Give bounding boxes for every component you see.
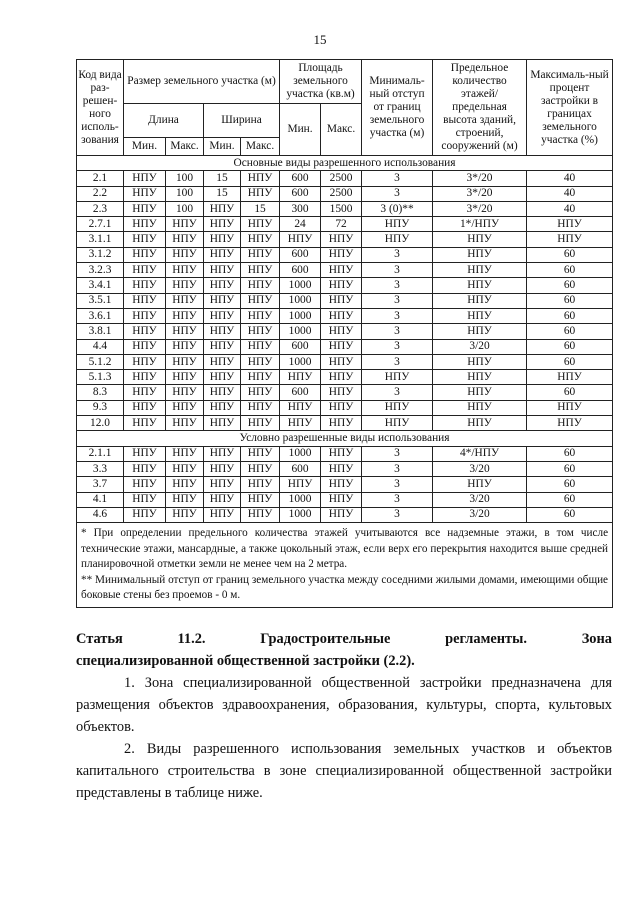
table-cell: НПУ (433, 278, 527, 293)
table-cell: НПУ (204, 217, 241, 232)
table-cell: НПУ (241, 186, 280, 201)
table-cell: НПУ (433, 370, 527, 385)
table-cell: 2.1.1 (77, 446, 124, 461)
table-cell: НПУ (204, 278, 241, 293)
table-cell: НПУ (280, 477, 321, 492)
table-row (77, 186, 613, 201)
table-cell: НПУ (166, 477, 204, 492)
table-row (77, 339, 613, 354)
table-cell: НПУ (124, 507, 166, 522)
table-cell: 3 (362, 507, 433, 522)
table-cell: НПУ (321, 370, 362, 385)
table-cell: НПУ (321, 507, 362, 522)
header-length-min: Мин. (124, 138, 166, 156)
header-area: Площадь земельного участка (кв.м) (280, 60, 362, 104)
table-cell: 24 (280, 217, 321, 232)
table-cell: НПУ (321, 293, 362, 308)
table-cell: НПУ (280, 400, 321, 415)
table-cell: 1000 (280, 324, 321, 339)
table-cell: НПУ (362, 416, 433, 431)
table-cell: 1500 (321, 201, 362, 216)
table-cell: 3/20 (433, 461, 527, 476)
table-cell: 8.3 (77, 385, 124, 400)
table-cell: 3/20 (433, 492, 527, 507)
table-cell: 5.1.3 (77, 370, 124, 385)
table-cell: 4.4 (77, 339, 124, 354)
table-cell: 60 (527, 308, 613, 323)
table-cell: 4*/НПУ (433, 446, 527, 461)
table-cell: НПУ (204, 308, 241, 323)
table-cell: НПУ (321, 400, 362, 415)
table-cell: НПУ (321, 416, 362, 431)
table-row (77, 263, 613, 278)
table-cell: НПУ (527, 232, 613, 247)
table-cell: НПУ (166, 339, 204, 354)
table-cell: НПУ (362, 370, 433, 385)
table-cell: 1000 (280, 492, 321, 507)
table-cell: 15 (204, 186, 241, 201)
table-cell: 3 (362, 492, 433, 507)
table-cell: НПУ (166, 400, 204, 415)
table-cell: 60 (527, 324, 613, 339)
table-cell: 4.1 (77, 492, 124, 507)
table-cell: НПУ (166, 416, 204, 431)
table-cell: 15 (241, 201, 280, 216)
table-cell: 3.4.1 (77, 278, 124, 293)
table-cell: НПУ (433, 247, 527, 262)
table-cell: 3 (362, 247, 433, 262)
header-code: Код вида раз-решен-ного исполь-зования (77, 60, 124, 156)
table-row (77, 247, 613, 262)
regulations-table (76, 59, 613, 608)
table-cell: 3.1.1 (77, 232, 124, 247)
note-floors: * При определении предельного количества этажей учитываются все надземные этажи, в том числе технические этажи, мансардные, а также цокольный этаж, если верх его перекрытия находится выше средней планировочной отметки земли не менее чем на 2 метра. (81, 527, 609, 571)
table-cell: 2500 (321, 186, 362, 201)
table-cell: 3.7 (77, 477, 124, 492)
table-row (77, 492, 613, 507)
table-body-conditional (77, 431, 613, 523)
table-cell: 3 (0)** (362, 201, 433, 216)
table-cell: 60 (527, 278, 613, 293)
table-cell: НПУ (433, 416, 527, 431)
header-size: Размер земельного участка (м) (124, 60, 280, 104)
table-cell: НПУ (241, 324, 280, 339)
table-cell: НПУ (166, 354, 204, 369)
table-cell: 3 (362, 171, 433, 186)
table-cell: НПУ (321, 354, 362, 369)
table-cell: НПУ (166, 263, 204, 278)
table-cell: НПУ (124, 477, 166, 492)
table-cell: НПУ (433, 293, 527, 308)
notes-cell (77, 523, 613, 608)
table-cell: НПУ (124, 217, 166, 232)
header-width-max: Макс. (241, 138, 280, 156)
table-cell: 3.8.1 (77, 324, 124, 339)
table-cell: 3.2.3 (77, 263, 124, 278)
header-length: Длина (124, 104, 204, 138)
table-cell: 1000 (280, 278, 321, 293)
table-cell: 600 (280, 247, 321, 262)
table-cell: 600 (280, 186, 321, 201)
table-cell: 60 (527, 263, 613, 278)
table-notes (77, 523, 613, 608)
table-row (77, 217, 613, 232)
table-cell: 3*/20 (433, 186, 527, 201)
table-cell: 72 (321, 217, 362, 232)
table-cell: НПУ (362, 400, 433, 415)
table-cell: НПУ (124, 232, 166, 247)
table-cell: 40 (527, 186, 613, 201)
table-cell: НПУ (124, 324, 166, 339)
table-cell: 300 (280, 201, 321, 216)
page-number: 15 (313, 32, 327, 47)
table-cell: НПУ (241, 446, 280, 461)
table-cell: НПУ (124, 416, 166, 431)
table-cell: 3 (362, 354, 433, 369)
table-cell: 60 (527, 446, 613, 461)
table-cell: НПУ (241, 232, 280, 247)
table-cell: НПУ (241, 308, 280, 323)
table-cell: 60 (527, 507, 613, 522)
table-cell: НПУ (204, 354, 241, 369)
table-cell: НПУ (204, 339, 241, 354)
article-title-line-1: Статья 11.2. Градостроительные регламенты. Зона (76, 631, 612, 647)
table-cell: НПУ (124, 247, 166, 262)
table-cell: НПУ (166, 461, 204, 476)
table-row (77, 308, 613, 323)
table-cell: 100 (166, 186, 204, 201)
table-cell: НПУ (321, 308, 362, 323)
table-cell: НПУ (433, 308, 527, 323)
table-cell: 3 (362, 339, 433, 354)
table-cell: 100 (166, 201, 204, 216)
table-cell: НПУ (241, 171, 280, 186)
table-cell: 600 (280, 339, 321, 354)
table-cell: НПУ (280, 370, 321, 385)
table-cell: НПУ (124, 492, 166, 507)
table-cell: НПУ (204, 507, 241, 522)
table-cell: 3.1.2 (77, 247, 124, 262)
table-cell: НПУ (241, 247, 280, 262)
table-cell: НПУ (124, 385, 166, 400)
table-row (77, 461, 613, 476)
table-cell: НПУ (124, 354, 166, 369)
table-cell: 600 (280, 385, 321, 400)
table-cell: НПУ (527, 416, 613, 431)
table-cell: НПУ (433, 477, 527, 492)
table-cell: НПУ (527, 217, 613, 232)
table-cell: НПУ (204, 370, 241, 385)
header-floors: Предельное количество этажей/ предельная высота зданий, строений, сооружений (м) (433, 60, 527, 156)
table-cell: 1000 (280, 446, 321, 461)
table-cell: 3.5.1 (77, 293, 124, 308)
table-cell: НПУ (124, 308, 166, 323)
table-cell: 600 (280, 171, 321, 186)
table-cell: НПУ (204, 263, 241, 278)
table-cell: НПУ (527, 370, 613, 385)
table-cell: 3*/20 (433, 171, 527, 186)
table-cell: НПУ (241, 263, 280, 278)
table-cell: 3/20 (433, 339, 527, 354)
table-row (77, 477, 613, 492)
table-cell: НПУ (241, 370, 280, 385)
table-cell: НПУ (204, 201, 241, 216)
table-cell: НПУ (321, 263, 362, 278)
table-cell: 3 (362, 324, 433, 339)
table-cell: 3 (362, 385, 433, 400)
header-area-min: Мин. (280, 104, 321, 156)
table-cell: НПУ (321, 492, 362, 507)
table-cell: 1000 (280, 354, 321, 369)
table-cell: НПУ (166, 492, 204, 507)
table-cell: НПУ (241, 278, 280, 293)
table-cell: 3/20 (433, 507, 527, 522)
table-cell: НПУ (362, 232, 433, 247)
table-cell: НПУ (321, 385, 362, 400)
table-cell: 40 (527, 201, 613, 216)
table-cell: 2.2 (77, 186, 124, 201)
table-cell: 40 (527, 171, 613, 186)
table-cell: 1*/НПУ (433, 217, 527, 232)
table-cell: 3 (362, 446, 433, 461)
table-cell: НПУ (204, 293, 241, 308)
table-cell: НПУ (204, 461, 241, 476)
table-cell: НПУ (166, 217, 204, 232)
table-cell: НПУ (124, 293, 166, 308)
table-cell: НПУ (241, 385, 280, 400)
table-cell: НПУ (321, 339, 362, 354)
table-cell: НПУ (166, 324, 204, 339)
table-row (77, 201, 613, 216)
table-cell: 3 (362, 308, 433, 323)
table-cell: НПУ (204, 400, 241, 415)
header-length-max: Макс. (166, 138, 204, 156)
table-cell: НПУ (321, 461, 362, 476)
table-cell: НПУ (124, 201, 166, 216)
table-cell: 3 (362, 278, 433, 293)
table-cell: НПУ (241, 477, 280, 492)
table-row (77, 324, 613, 339)
article-paragraph-1: 1. Зона специализированной общественной застройки предназначена для размещения объектов здравоохранения, образования, культуры, спорта, культовых объектов. (76, 675, 612, 735)
table-cell: НПУ (241, 416, 280, 431)
table-cell: 3*/20 (433, 201, 527, 216)
section-conditional-heading: Условно разрешенные виды использования (77, 431, 613, 446)
table-cell: НПУ (433, 263, 527, 278)
table-cell: 60 (527, 477, 613, 492)
header-width: Ширина (204, 104, 280, 138)
table-cell: НПУ (124, 278, 166, 293)
table-cell: 1000 (280, 293, 321, 308)
table-cell: 60 (527, 461, 613, 476)
table-cell: НПУ (166, 507, 204, 522)
article-paragraph-2: 2. Виды разрешенного использования земельных участков и объектов капитального строительства в зоне специализированной общественной застройки представлены в таблице ниже. (76, 741, 612, 801)
table-cell: НПУ (241, 293, 280, 308)
table-cell: 9.3 (77, 400, 124, 415)
table-cell: НПУ (124, 339, 166, 354)
table-cell: 2500 (321, 171, 362, 186)
table-row (77, 416, 613, 431)
table-cell: 60 (527, 354, 613, 369)
table-cell: 15 (204, 171, 241, 186)
table-row (77, 232, 613, 247)
table-cell: НПУ (241, 461, 280, 476)
table-cell: НПУ (433, 232, 527, 247)
table-cell: 3 (362, 263, 433, 278)
table-cell: 3 (362, 477, 433, 492)
article-section (76, 628, 612, 804)
table-cell: 100 (166, 171, 204, 186)
table-cell: НПУ (241, 400, 280, 415)
table-cell: НПУ (204, 385, 241, 400)
table-row (77, 171, 613, 186)
table-cell: НПУ (166, 278, 204, 293)
table-cell: НПУ (241, 339, 280, 354)
header-percent: Максималь-ный процент застройки в границах земельного участка (%) (527, 60, 613, 156)
table-row (77, 293, 613, 308)
table-cell: 60 (527, 492, 613, 507)
table-cell: НПУ (433, 385, 527, 400)
table-cell: НПУ (433, 400, 527, 415)
table-cell: НПУ (166, 385, 204, 400)
table-cell: 1000 (280, 507, 321, 522)
header-width-min: Мин. (204, 138, 241, 156)
table-cell: НПУ (124, 263, 166, 278)
table-cell: 2.3 (77, 201, 124, 216)
table-cell: НПУ (321, 446, 362, 461)
table-cell: 4.6 (77, 507, 124, 522)
table-cell: 60 (527, 293, 613, 308)
table-body (77, 156, 613, 431)
table-cell: НПУ (204, 446, 241, 461)
table-row (77, 507, 613, 522)
table-cell: НПУ (241, 507, 280, 522)
table-cell: НПУ (166, 446, 204, 461)
table-cell: НПУ (433, 324, 527, 339)
table-cell: НПУ (124, 171, 166, 186)
table-cell: НПУ (241, 354, 280, 369)
table-cell: НПУ (124, 370, 166, 385)
table-cell: НПУ (166, 293, 204, 308)
table-cell: НПУ (241, 492, 280, 507)
table-row (77, 278, 613, 293)
table-cell: 12.0 (77, 416, 124, 431)
table-cell: НПУ (166, 370, 204, 385)
table-row (77, 400, 613, 415)
table-cell: НПУ (124, 461, 166, 476)
table-cell: НПУ (204, 477, 241, 492)
header-area-max: Макс. (321, 104, 362, 156)
note-indent: ** Минимальный отступ от границ земельного участка между соседними жилыми домами, имеющими общие боковые стены без проемов - 0 м. (81, 573, 609, 602)
table-row (77, 446, 613, 461)
section-main-heading: Основные виды разрешенного использования (77, 156, 613, 171)
table-cell: НПУ (280, 232, 321, 247)
table-cell: НПУ (321, 477, 362, 492)
table-cell: 600 (280, 263, 321, 278)
table-cell: 3.3 (77, 461, 124, 476)
table-cell: НПУ (321, 278, 362, 293)
table-cell: 3 (362, 293, 433, 308)
table-cell: 60 (527, 385, 613, 400)
table-cell: 2.1 (77, 171, 124, 186)
table-row (77, 370, 613, 385)
table-cell: 3 (362, 461, 433, 476)
table-cell: НПУ (527, 400, 613, 415)
table-cell: НПУ (204, 492, 241, 507)
table-cell: НПУ (321, 324, 362, 339)
table-cell: НПУ (166, 247, 204, 262)
table-cell: НПУ (204, 232, 241, 247)
table-cell: НПУ (321, 247, 362, 262)
table-cell: НПУ (204, 324, 241, 339)
table-cell: 3.6.1 (77, 308, 124, 323)
table-cell: 60 (527, 339, 613, 354)
table-cell: 2.7.1 (77, 217, 124, 232)
table-cell: НПУ (321, 232, 362, 247)
table-header (77, 60, 613, 156)
table-cell: 3 (362, 186, 433, 201)
table-row (77, 385, 613, 400)
table-cell: НПУ (280, 416, 321, 431)
table-cell: 1000 (280, 308, 321, 323)
table-cell: НПУ (204, 247, 241, 262)
table-cell: НПУ (204, 416, 241, 431)
table-row (77, 354, 613, 369)
table-cell: НПУ (433, 354, 527, 369)
table-cell: НПУ (124, 446, 166, 461)
table-cell: НПУ (362, 217, 433, 232)
table-cell: 60 (527, 247, 613, 262)
table-cell: 600 (280, 461, 321, 476)
table-cell: НПУ (166, 308, 204, 323)
table-cell: НПУ (124, 186, 166, 201)
table-cell: НПУ (241, 217, 280, 232)
table-cell: 5.1.2 (77, 354, 124, 369)
table-cell: НПУ (124, 400, 166, 415)
article-title-line-2: специализированной общественной застройки (2.2). (76, 653, 415, 669)
header-indent: Минималь-ный отступ от границ земельного участка (м) (362, 60, 433, 156)
table-cell: НПУ (166, 232, 204, 247)
